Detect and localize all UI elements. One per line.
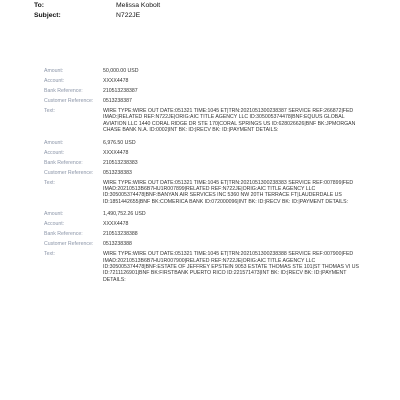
bank-reference-row bbox=[44, 231, 360, 241]
customer-reference-label: Customer Reference: bbox=[44, 98, 94, 104]
amount-label: Amount: bbox=[44, 211, 64, 218]
text-label: Text: bbox=[44, 251, 55, 258]
subject-value: N722JE bbox=[116, 12, 141, 19]
bank-reference-row bbox=[44, 88, 360, 98]
wire-record bbox=[44, 68, 360, 134]
customer-reference-label: Customer Reference: bbox=[44, 169, 94, 176]
account-row bbox=[44, 221, 360, 231]
amount-label: Amount: bbox=[44, 68, 64, 74]
bank-reference-value: 210513238388 bbox=[103, 231, 138, 238]
text-row bbox=[44, 108, 360, 134]
text-row bbox=[44, 251, 360, 283]
account-row bbox=[44, 78, 360, 88]
email-header bbox=[34, 0, 374, 21]
account-value: XXXX4478 bbox=[103, 78, 129, 84]
customer-reference-value: 0513238388 bbox=[103, 241, 132, 248]
text-value: WIRE TYPE:WIRE OUT DATE:051321 TIME:1045 ET|TRN:2021051300238388 SERVICE REF:007900|FED IMAD:20210513B6B7HU1R007900|RELATED REF:N722JE|ORIG:AIC TITLE AGENCY LLC ID:305005374478|BNF:ESTATE OF JEFFREY EPSTEIN 9053 ESTATE THOMAS STE 101|ST THOMAS VI US ID:7211126901|BNF BK:FIRSTBANK PUERTO RICO ID:221571473|INT BK: ID:|RECV BK: ID:|PAYMENT DETAILS: bbox=[103, 251, 359, 283]
to-value: Melissa Kobolt bbox=[116, 2, 161, 9]
amount-value: 6,976.50 USD bbox=[103, 139, 136, 146]
amount-value: 1,490,752.26 USD bbox=[103, 211, 146, 218]
text-value: WIRE TYPE:WIRE OUT DATE:051321 TIME:1045 ET|TRN:2021051300238383 SERVICE REF:007899|FED IMAD:20210513B6B7HU1R007899|RELATED REF:N722JE|ORIG:AIC TITLE AGENCY LLC ID:305005374478|BNF:BANYAN AIR SERVICES INC 5360 NW 20TH TERRACE FT|LAUDERDALE US ID:1851442655|BNF BK:COMERICA BANK ID:072000096|INT BK: ID:|RECV BK: ID:|PAYMENT DETAILS: bbox=[103, 179, 354, 205]
wire-records bbox=[44, 68, 360, 289]
bank-reference-value: 210513238383 bbox=[103, 159, 138, 166]
text-value: WIRE TYPE:WIRE OUT DATE:051321 TIME:1045 ET|TRN:2021051300238387 SERVICE REF:266872|FED IMAD:|RELATED REF:N722JE|ORIG:AIC TITLE AGENCY LLC ID:305005374478|BNF:EQUUS GLOBAL AVIATION LLC 1440 CORAL RIDGE DR STE 170|CORAL SPRINGS US ID:628026626|BNF BK:JPMORGAN CHASE BANK N.A. ID:0002|INT BK: ID:|RECV BK: ID:|PAYMENT DETAILS: bbox=[103, 108, 356, 134]
subject-label: Subject: bbox=[34, 12, 61, 19]
wire-record bbox=[44, 211, 360, 283]
to-label: To: bbox=[34, 2, 45, 9]
bank-reference-row bbox=[44, 160, 360, 170]
text-row bbox=[44, 180, 360, 206]
bank-reference-label: Bank Reference: bbox=[44, 231, 83, 238]
customer-reference-row bbox=[44, 98, 360, 108]
header-partial-row bbox=[34, 0, 374, 2]
amount-value: 50,000.00 USD bbox=[103, 68, 139, 74]
text-label: Text: bbox=[44, 179, 55, 186]
account-label: Account: bbox=[44, 78, 65, 84]
amount-row bbox=[44, 140, 360, 150]
subject-row bbox=[34, 11, 374, 21]
to-row bbox=[34, 1, 374, 11]
amount-row bbox=[44, 68, 360, 78]
customer-reference-row bbox=[44, 170, 360, 180]
text-label: Text: bbox=[44, 108, 55, 114]
wire-record bbox=[44, 140, 360, 206]
account-label: Account: bbox=[44, 221, 65, 228]
bank-reference-label: Bank Reference: bbox=[44, 88, 83, 94]
amount-label: Amount: bbox=[44, 139, 64, 146]
customer-reference-value: 0513238383 bbox=[103, 169, 132, 176]
account-value: XXXX4478 bbox=[103, 149, 129, 156]
customer-reference-value: 0513238387 bbox=[103, 98, 132, 104]
account-value: XXXX4478 bbox=[103, 221, 129, 228]
amount-row bbox=[44, 211, 360, 221]
account-row bbox=[44, 150, 360, 160]
bank-reference-value: 210513238387 bbox=[103, 88, 138, 94]
customer-reference-row bbox=[44, 241, 360, 251]
account-label: Account: bbox=[44, 149, 65, 156]
customer-reference-label: Customer Reference: bbox=[44, 241, 94, 248]
bank-reference-label: Bank Reference: bbox=[44, 159, 83, 166]
